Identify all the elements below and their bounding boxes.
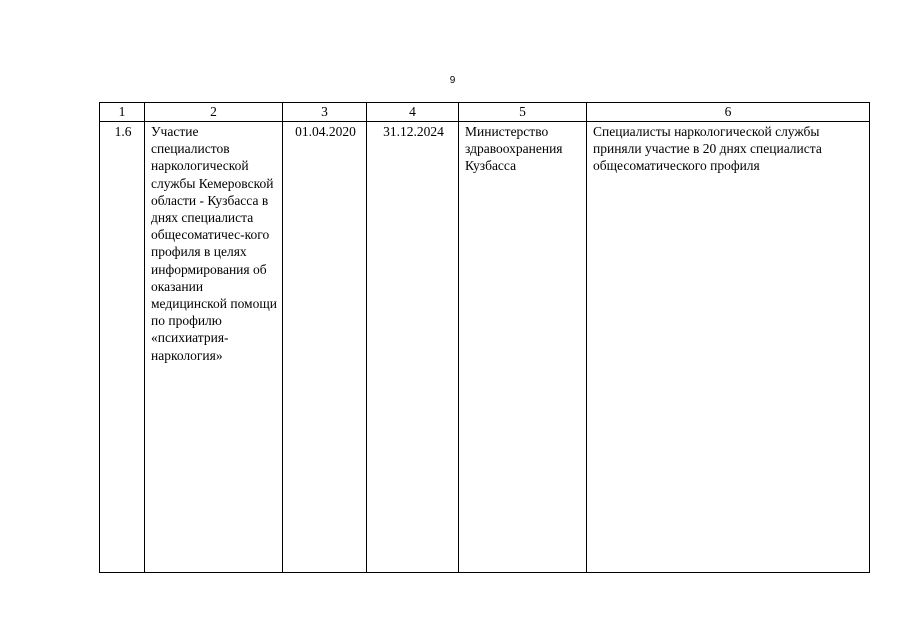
activity-cell	[145, 122, 283, 573]
activity-text: Участие специалистов наркологической службы Кемеровской области - Кузбасса в днях специалиста общесоматичес-кого профиля в целях информирования об оказании медицинской помощи по профилю «психиатрия-наркология»	[151, 124, 277, 363]
column-header-result: 6	[587, 103, 870, 122]
column-header-end-date: 4	[367, 103, 459, 122]
table-row	[100, 122, 870, 573]
start-date-cell	[283, 122, 367, 573]
result-cell	[587, 122, 870, 573]
result-text: Специалисты наркологической службы приняли участие в 20 днях специалиста общесоматического профиля	[593, 124, 822, 174]
responsible-cell	[459, 122, 587, 573]
column-header-responsible: 5	[459, 103, 587, 122]
responsible-text: Министерство здравоохранения Кузбасса	[465, 124, 563, 174]
row-number-cell	[100, 122, 145, 573]
end-date-cell	[367, 122, 459, 573]
column-header-start-date: 3	[283, 103, 367, 122]
table-header-row	[100, 103, 870, 122]
column-header-number: 1	[100, 103, 145, 122]
column-header-activity: 2	[145, 103, 283, 122]
end-date: 31.12.2024	[383, 124, 444, 139]
row-number: 1.6	[114, 124, 132, 139]
measures-table	[99, 102, 870, 573]
start-date: 01.04.2020	[295, 124, 356, 139]
page-number: 9	[449, 75, 456, 86]
